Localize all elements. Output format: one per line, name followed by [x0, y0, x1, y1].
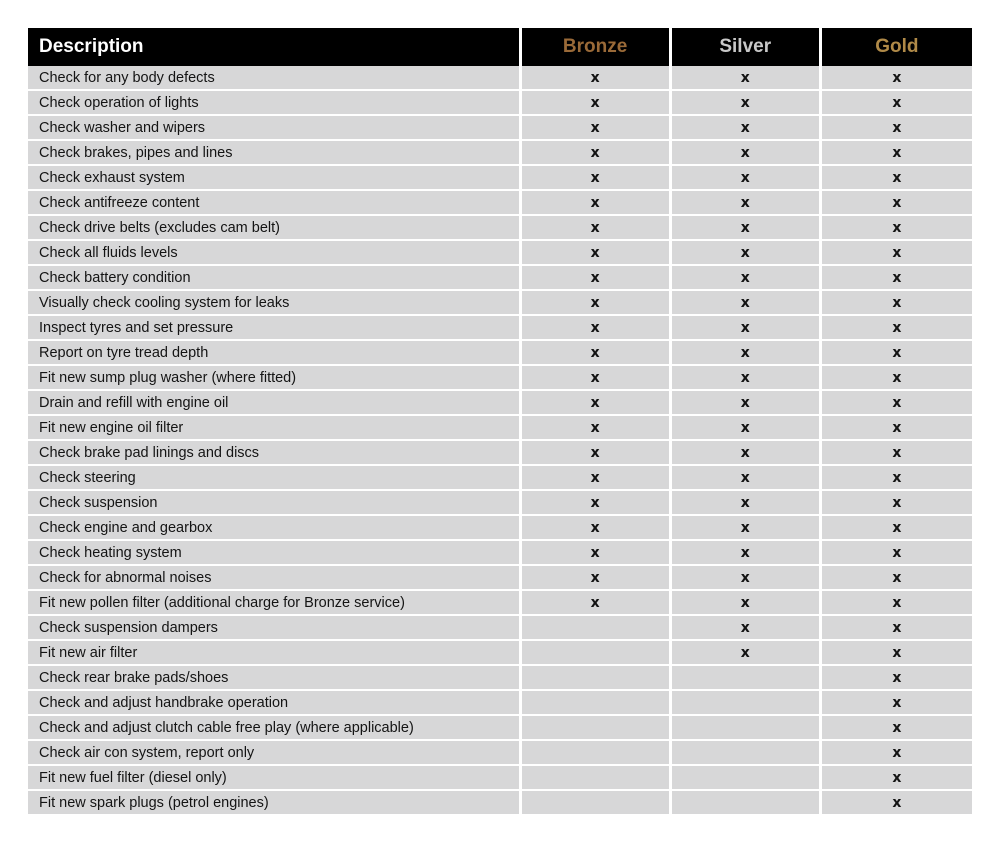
header-row [28, 28, 972, 66]
silver-included-mark: x [672, 566, 822, 591]
gold-included-mark: x [822, 791, 972, 816]
gold-included-mark: x [822, 666, 972, 691]
table-row [28, 366, 972, 391]
gold-included-mark: x [822, 116, 972, 141]
table-row [28, 241, 972, 266]
silver-included-mark: x [672, 641, 822, 666]
gold-included-mark: x [822, 516, 972, 541]
table-row [28, 766, 972, 791]
table-row [28, 741, 972, 766]
table-row [28, 341, 972, 366]
bronze-included-mark: x [522, 266, 672, 291]
row-description: Check air con system, report only [28, 741, 522, 766]
table-row [28, 391, 972, 416]
gold-included-mark: x [822, 191, 972, 216]
bronze-included-mark: x [522, 466, 672, 491]
gold-included-mark: x [822, 591, 972, 616]
silver-included-mark: x [672, 516, 822, 541]
silver-included-mark: x [672, 91, 822, 116]
gold-included-mark: x [822, 141, 972, 166]
silver-included-mark: x [672, 491, 822, 516]
gold-included-mark: x [822, 566, 972, 591]
gold-included-mark: x [822, 66, 972, 91]
bronze-included-mark: x [522, 391, 672, 416]
bronze-included-mark: x [522, 341, 672, 366]
silver-included-mark [672, 791, 822, 816]
table-row [28, 316, 972, 341]
row-description: Check washer and wipers [28, 116, 522, 141]
header-bronze: Bronze [522, 28, 672, 66]
silver-included-mark: x [672, 116, 822, 141]
table-row [28, 291, 972, 316]
row-description: Check drive belts (excludes cam belt) [28, 216, 522, 241]
gold-included-mark: x [822, 266, 972, 291]
row-description: Check suspension dampers [28, 616, 522, 641]
bronze-included-mark: x [522, 241, 672, 266]
silver-included-mark: x [672, 441, 822, 466]
gold-included-mark: x [822, 316, 972, 341]
row-description: Check rear brake pads/shoes [28, 666, 522, 691]
row-description: Visually check cooling system for leaks [28, 291, 522, 316]
row-description: Fit new air filter [28, 641, 522, 666]
table-row [28, 66, 972, 91]
bronze-included-mark: x [522, 66, 672, 91]
table-row [28, 216, 972, 241]
gold-included-mark: x [822, 616, 972, 641]
bronze-included-mark: x [522, 216, 672, 241]
gold-included-mark: x [822, 391, 972, 416]
table-row [28, 266, 972, 291]
gold-included-mark: x [822, 366, 972, 391]
row-description: Check exhaust system [28, 166, 522, 191]
bronze-included-mark: x [522, 316, 672, 341]
row-description: Check and adjust clutch cable free play (where applicable) [28, 716, 522, 741]
silver-included-mark: x [672, 141, 822, 166]
gold-included-mark: x [822, 91, 972, 116]
bronze-included-mark: x [522, 541, 672, 566]
row-description: Check battery condition [28, 266, 522, 291]
table-row [28, 591, 972, 616]
bronze-included-mark: x [522, 591, 672, 616]
gold-included-mark: x [822, 291, 972, 316]
bronze-included-mark: x [522, 491, 672, 516]
table-row [28, 616, 972, 641]
table-row [28, 116, 972, 141]
silver-included-mark: x [672, 316, 822, 341]
gold-included-mark: x [822, 541, 972, 566]
bronze-included-mark [522, 641, 672, 666]
bronze-included-mark [522, 741, 672, 766]
silver-included-mark: x [672, 241, 822, 266]
gold-included-mark: x [822, 166, 972, 191]
table-header [28, 28, 972, 66]
table-row [28, 566, 972, 591]
silver-included-mark [672, 666, 822, 691]
silver-included-mark: x [672, 466, 822, 491]
table-row [28, 716, 972, 741]
gold-included-mark: x [822, 491, 972, 516]
silver-included-mark: x [672, 366, 822, 391]
row-description: Check operation of lights [28, 91, 522, 116]
bronze-included-mark [522, 666, 672, 691]
row-description: Check for abnormal noises [28, 566, 522, 591]
silver-included-mark [672, 691, 822, 716]
row-description: Check all fluids levels [28, 241, 522, 266]
table-row [28, 166, 972, 191]
row-description: Report on tyre tread depth [28, 341, 522, 366]
table-row [28, 441, 972, 466]
gold-included-mark: x [822, 341, 972, 366]
gold-included-mark: x [822, 641, 972, 666]
row-description: Fit new sump plug washer (where fitted) [28, 366, 522, 391]
gold-included-mark: x [822, 716, 972, 741]
row-description: Check and adjust handbrake operation [28, 691, 522, 716]
row-description: Check antifreeze content [28, 191, 522, 216]
table-row [28, 491, 972, 516]
row-description: Fit new engine oil filter [28, 416, 522, 441]
gold-included-mark: x [822, 466, 972, 491]
table-row [28, 666, 972, 691]
table-row [28, 141, 972, 166]
silver-included-mark: x [672, 216, 822, 241]
row-description: Check suspension [28, 491, 522, 516]
bronze-included-mark [522, 791, 672, 816]
table-row [28, 791, 972, 816]
bronze-included-mark: x [522, 191, 672, 216]
silver-included-mark [672, 716, 822, 741]
gold-included-mark: x [822, 416, 972, 441]
silver-included-mark: x [672, 341, 822, 366]
silver-included-mark: x [672, 591, 822, 616]
bronze-included-mark: x [522, 516, 672, 541]
table-row [28, 466, 972, 491]
row-description: Fit new fuel filter (diesel only) [28, 766, 522, 791]
table-row [28, 191, 972, 216]
row-description: Drain and refill with engine oil [28, 391, 522, 416]
row-description: Inspect tyres and set pressure [28, 316, 522, 341]
bronze-included-mark [522, 766, 672, 791]
gold-included-mark: x [822, 216, 972, 241]
row-description: Check engine and gearbox [28, 516, 522, 541]
silver-included-mark: x [672, 291, 822, 316]
table-row [28, 516, 972, 541]
bronze-included-mark: x [522, 91, 672, 116]
silver-included-mark [672, 741, 822, 766]
header-silver: Silver [672, 28, 822, 66]
bronze-included-mark: x [522, 166, 672, 191]
table-row [28, 416, 972, 441]
row-description: Check heating system [28, 541, 522, 566]
row-description: Fit new pollen filter (additional charge for Bronze service) [28, 591, 522, 616]
gold-included-mark: x [822, 741, 972, 766]
silver-included-mark: x [672, 541, 822, 566]
bronze-included-mark [522, 691, 672, 716]
row-description: Check brake pad linings and discs [28, 441, 522, 466]
silver-included-mark: x [672, 616, 822, 641]
bronze-included-mark [522, 616, 672, 641]
bronze-included-mark: x [522, 366, 672, 391]
table-row [28, 691, 972, 716]
table-row [28, 641, 972, 666]
row-description: Check brakes, pipes and lines [28, 141, 522, 166]
table-row [28, 91, 972, 116]
bronze-included-mark [522, 716, 672, 741]
silver-included-mark: x [672, 266, 822, 291]
table-row [28, 541, 972, 566]
header-gold: Gold [822, 28, 972, 66]
row-description: Check steering [28, 466, 522, 491]
silver-included-mark: x [672, 391, 822, 416]
bronze-included-mark: x [522, 416, 672, 441]
silver-included-mark: x [672, 66, 822, 91]
bronze-included-mark: x [522, 141, 672, 166]
row-description: Fit new spark plugs (petrol engines) [28, 791, 522, 816]
gold-included-mark: x [822, 241, 972, 266]
row-description: Check for any body defects [28, 66, 522, 91]
silver-included-mark: x [672, 416, 822, 441]
gold-included-mark: x [822, 691, 972, 716]
gold-included-mark: x [822, 441, 972, 466]
gold-included-mark: x [822, 766, 972, 791]
header-description: Description [28, 28, 522, 66]
silver-included-mark: x [672, 166, 822, 191]
silver-included-mark [672, 766, 822, 791]
service-comparison-table [28, 28, 972, 816]
bronze-included-mark: x [522, 291, 672, 316]
bronze-included-mark: x [522, 116, 672, 141]
silver-included-mark: x [672, 191, 822, 216]
bronze-included-mark: x [522, 441, 672, 466]
table-body [28, 66, 972, 816]
bronze-included-mark: x [522, 566, 672, 591]
